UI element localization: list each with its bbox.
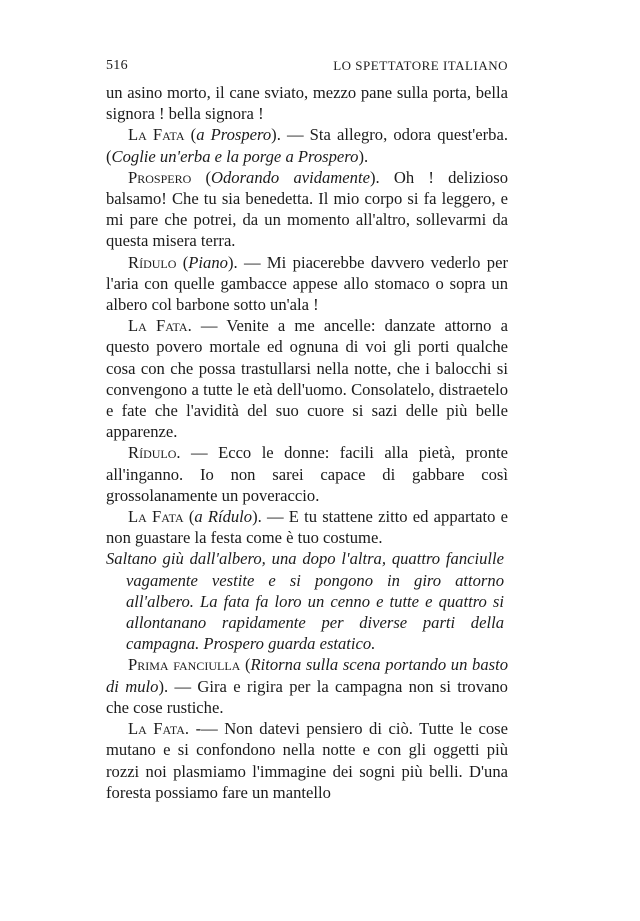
speaker-name: Rídulo	[128, 252, 177, 272]
speaker-name: La Fata	[128, 507, 184, 527]
page-text	[106, 82, 508, 803]
speaker-name: La Fata.	[128, 719, 190, 739]
stage-direction: Saltano giù dall'albero, una dopo l'altra, quattro fanciulle vagamente vestite e si pongono in giro attorno all'albero. La fata fa loro un cenno e tutte e quattro si allontanano rapidamente per diverse parti della campagna. Prospero guarda estatico.	[106, 549, 504, 654]
book-page	[106, 58, 508, 803]
page-header	[106, 58, 508, 82]
paragraph: La Fata. — Venite a me ancelle: danzate attorno a questo povero mortale ed ognuna di voi gli porti qualche cosa con che possa trastullarsi nella notte, che i balocchi si convengono a tutte le età dell'uomo. Consolatelo, distraetelo e fate che l'avidità del suo cuore si sazi delle più belle apparenze.	[106, 316, 508, 442]
running-title: LO SPETTATORE ITALIANO	[333, 58, 508, 73]
speaker-name: Prima fanciulla	[128, 655, 241, 675]
stage-cue: Ritorna sulla scena portando un basto di mulo	[106, 655, 508, 696]
stage-cue: Odorando avidamente	[211, 167, 370, 187]
paragraph-continuation: un asino morto, il cane sviato, mezzo pane sulla porta, bella signora ! bella signora !	[106, 83, 508, 124]
speaker-name: Rídulo.	[128, 443, 181, 463]
paragraph: La Fata (a Rídulo). — E tu stattene zitto ed appartato e non guastare la festa come è tuo costume.	[106, 507, 508, 548]
paragraph: Rídulo (Piano). — Mi piacerebbe davvero vederlo per l'aria con quelle gambacce appese allo stomaco o sopra un albero col barbone sotto un'ala !	[106, 252, 508, 315]
stage-cue: a Prospero	[196, 125, 272, 145]
stage-cue: Piano	[188, 252, 228, 272]
paragraph: Rídulo. — Ecco le donne: facili alla pietà, pronte all'inganno. Io non sarei capace di gabbare così grossolanamente un poveraccio.	[106, 443, 508, 505]
paragraph: La Fata (a Prospero). — Sta allegro, odora quest'erba. (Coglie un'erba e la porge a Prospero).	[106, 125, 508, 166]
page-number: 516	[106, 58, 128, 73]
speaker-name: La Fata.	[128, 316, 192, 336]
speaker-name: La Fata	[128, 125, 185, 145]
paragraph: La Fata. -— Non datevi pensiero di ciò. Tutte le cose mutano e si confondono nella notte e con gli oggetti più rozzi noi plasmiamo l'immagine dei sogni più belli. D'una foresta possiamo fare un mantello	[106, 719, 508, 802]
stage-cue: Coglie un'erba e la porge a Prospero	[111, 146, 359, 166]
paragraph: Prima fanciulla (Ritorna sulla scena portando un basto di mulo). — Gira e rigira per la campagna non si trovano che cose rustiche.	[106, 655, 508, 717]
paragraph: Prospero (Odorando avidamente). Oh ! delizioso balsamo! Che tu sia benedetta. Il mio corpo si fa leggero, e mi pare che potrei, da un momento all'altro, sollevarmi da questa misera terra.	[106, 167, 508, 251]
stage-cue: a Rídulo	[194, 507, 253, 527]
speaker-name: Prospero	[128, 167, 192, 187]
